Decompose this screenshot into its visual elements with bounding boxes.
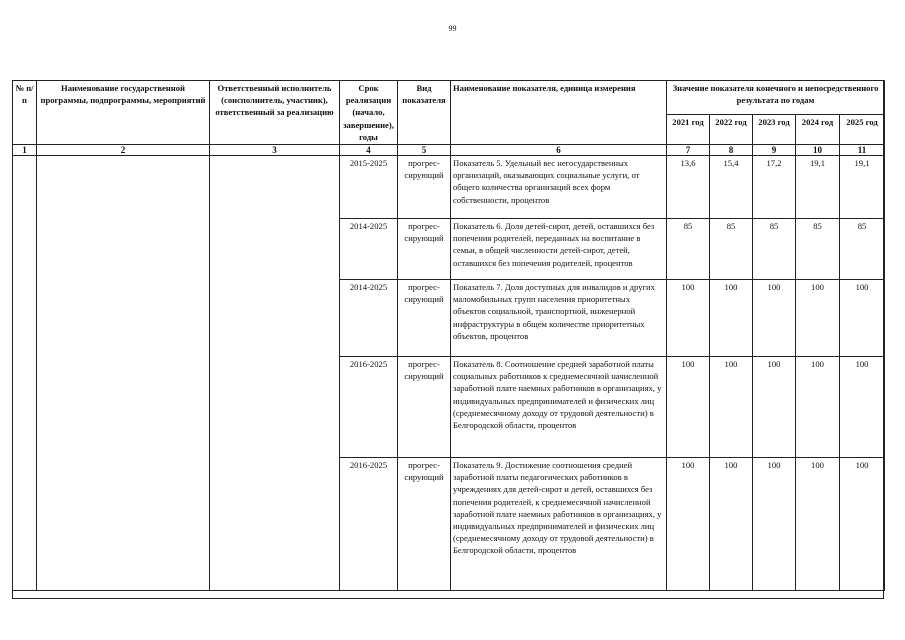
cell-value-2024: 85	[796, 219, 840, 280]
cell-value-2022: 100	[710, 458, 753, 591]
cell-value-2025: 100	[840, 357, 885, 458]
column-number: 10	[796, 145, 840, 156]
cell-value-2022: 15,4	[710, 156, 753, 219]
column-number: 2	[37, 145, 210, 156]
cell-number-empty	[13, 156, 37, 591]
header-year-2022: 2022 год	[710, 114, 753, 144]
header-program-name: Наименование государственной программы, подпрограммы, мероприятий	[37, 81, 210, 145]
cell-indicator-name: Показатель 5. Удельный вес негосударственных организаций, оказывающих социальные услуги, от общего количества организаций всех форм собственности, процентов	[451, 156, 667, 219]
cell-program-empty	[37, 156, 210, 591]
column-number: 3	[210, 145, 340, 156]
cell-value-2024: 19,1	[796, 156, 840, 219]
cell-indicator-type: прогрес-сирующий	[398, 219, 451, 280]
column-number-row	[13, 145, 885, 156]
cell-value-2025: 100	[840, 280, 885, 357]
cell-value-2025: 100	[840, 458, 885, 591]
cell-indicator-name: Показатель 7. Доля доступных для инвалидов и других маломобильных групп населения приоритетных объектов социальной, транспортной, инженерной инфраструктуры в общем количестве приоритетных объектов, процентов	[451, 280, 667, 357]
cell-value-2021: 13,6	[667, 156, 710, 219]
cell-period: 2016-2025	[340, 458, 398, 591]
column-number: 1	[13, 145, 37, 156]
header-year-2023: 2023 год	[753, 114, 796, 144]
header-year-2025: 2025 год	[840, 114, 885, 144]
cell-indicator-type: прогрес-сирующий	[398, 458, 451, 591]
table-row	[13, 156, 885, 219]
header-year-2021: 2021 год	[667, 114, 710, 144]
cell-value-2023: 100	[753, 458, 796, 591]
cell-value-2021: 100	[667, 458, 710, 591]
cell-period: 2014-2025	[340, 280, 398, 357]
indicators-table	[12, 80, 885, 591]
column-number: 9	[753, 145, 796, 156]
indicators-table-frame	[12, 80, 884, 599]
cell-value-2022: 85	[710, 219, 753, 280]
cell-value-2023: 100	[753, 357, 796, 458]
page-number: 99	[448, 24, 457, 33]
header-number: № п/п	[13, 81, 37, 145]
cell-value-2024: 100	[796, 280, 840, 357]
header-indicator-name: Наименование показателя, единица измерения	[451, 81, 667, 145]
cell-period: 2016-2025	[340, 357, 398, 458]
column-number: 8	[710, 145, 753, 156]
cell-value-2025: 19,1	[840, 156, 885, 219]
column-number: 5	[398, 145, 451, 156]
header-period: Срок реализации (начало, завершение), годы	[340, 81, 398, 145]
cell-value-2024: 100	[796, 458, 840, 591]
cell-indicator-name: Показатель 8. Соотношение средней заработной платы социальных работников к среднемесячной начисленной заработной плате наемных работников в организациях, у индивидуальных предпринимателей и физических лиц (среднемесячному доходу от трудовой деятельности) в Белгородской области, процентов	[451, 357, 667, 458]
cell-value-2022: 100	[710, 357, 753, 458]
cell-period: 2015-2025	[340, 156, 398, 219]
column-number: 4	[340, 145, 398, 156]
cell-responsible-empty	[210, 156, 340, 591]
cell-indicator-type: прогрес-сирующий	[398, 156, 451, 219]
column-number: 6	[451, 145, 667, 156]
column-number: 11	[840, 145, 885, 156]
cell-indicator-type: прогрес-сирующий	[398, 357, 451, 458]
cell-value-2021: 100	[667, 280, 710, 357]
cell-indicator-name: Показатель 9. Достижение соотношения средней заработной платы педагогических работников в учреждениях для детей-сирот и детей, оставшихся без попечения родителей, к среднемесячной начисленной заработной плате наемных работников в организациях, у индивидуальных предпринимателей и физических лиц (среднемесячному доходу от трудовой деятельности) в Белгородской области, процентов	[451, 458, 667, 591]
column-number: 7	[667, 145, 710, 156]
header-year-2024: 2024 год	[796, 114, 840, 144]
cell-indicator-name: Показатель 6. Доля детей-сирот, детей, оставшихся без попечения родителей, переданных на воспитание в семьи, в общей численности детей-сирот, детей, оставшихся без попечения родителей, процентов	[451, 219, 667, 280]
cell-value-2022: 100	[710, 280, 753, 357]
cell-value-2021: 100	[667, 357, 710, 458]
table-bottom-border	[12, 598, 884, 599]
header-values-group: Значение показателя конечного и непосредственного результата по годам	[667, 81, 885, 115]
header-indicator-type: Вид показателя	[398, 81, 451, 145]
cell-indicator-type: прогрес-сирующий	[398, 280, 451, 357]
cell-value-2023: 100	[753, 280, 796, 357]
cell-period: 2014-2025	[340, 219, 398, 280]
cell-value-2025: 85	[840, 219, 885, 280]
cell-value-2024: 100	[796, 357, 840, 458]
cell-value-2023: 85	[753, 219, 796, 280]
cell-value-2021: 85	[667, 219, 710, 280]
cell-value-2023: 17,2	[753, 156, 796, 219]
header-responsible: Ответственный исполнитель (соисполнитель, участник), ответственный за реализацию	[210, 81, 340, 145]
